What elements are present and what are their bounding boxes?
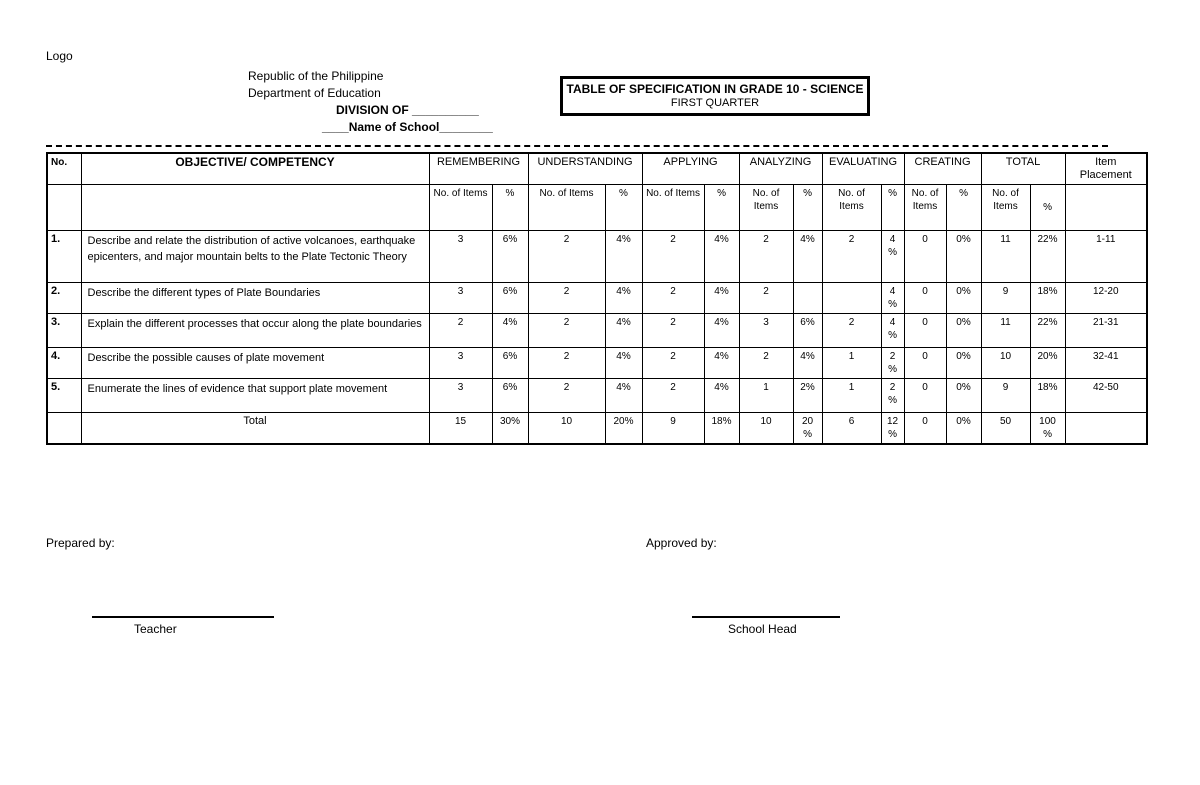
objective-cell: Describe the different types of Plate Boundaries bbox=[81, 283, 429, 314]
value-cell: 9 bbox=[981, 283, 1030, 314]
value-cell: 20% bbox=[1030, 348, 1065, 379]
header-row-levels bbox=[47, 153, 1147, 185]
total-value-cell: 12 % bbox=[881, 413, 904, 445]
level-header-creating: CREATING bbox=[904, 153, 981, 185]
sub-items-header: No. of Items bbox=[528, 185, 605, 231]
value-cell: 2 bbox=[528, 231, 605, 283]
value-cell: 4% bbox=[605, 348, 642, 379]
value-cell: 11 bbox=[981, 231, 1030, 283]
value-cell: 22% bbox=[1030, 231, 1065, 283]
value-cell: 18% bbox=[1030, 379, 1065, 413]
sub-items-header: No. of Items bbox=[904, 185, 946, 231]
value-cell: 0% bbox=[946, 314, 981, 348]
value-cell: 1 bbox=[822, 379, 881, 413]
item-placement-cell: 21-31 bbox=[1065, 314, 1147, 348]
row-number: 1. bbox=[47, 231, 81, 283]
total-value-cell: 20% bbox=[605, 413, 642, 445]
total-value-cell: 18% bbox=[704, 413, 739, 445]
value-cell: 2 bbox=[429, 314, 492, 348]
value-cell: 3 bbox=[429, 348, 492, 379]
value-cell: 2 bbox=[642, 231, 704, 283]
sub-pct-header: % bbox=[793, 185, 822, 231]
row-number: 3. bbox=[47, 314, 81, 348]
value-cell: 4% bbox=[704, 348, 739, 379]
level-header-evaluating: EVALUATING bbox=[822, 153, 904, 185]
value-cell: 2 bbox=[528, 314, 605, 348]
value-cell: 2 bbox=[642, 379, 704, 413]
sub-items-header: No. of Items bbox=[642, 185, 704, 231]
item-placement-header: Item Placement bbox=[1065, 153, 1147, 185]
table-row bbox=[47, 314, 1147, 348]
teacher-signature-line bbox=[92, 616, 274, 618]
value-cell: 2% bbox=[793, 379, 822, 413]
value-cell: 2 bbox=[642, 283, 704, 314]
approved-by-label: Approved by: bbox=[646, 536, 717, 550]
school-name-line: ____Name of School________ bbox=[322, 120, 493, 134]
value-cell: 4% bbox=[605, 231, 642, 283]
value-cell: 2 bbox=[528, 348, 605, 379]
title-box bbox=[560, 76, 870, 116]
total-value-cell: 15 bbox=[429, 413, 492, 445]
header-row-sub bbox=[47, 185, 1147, 231]
value-cell: 3 bbox=[429, 283, 492, 314]
table-row bbox=[47, 379, 1147, 413]
value-cell: 4% bbox=[704, 314, 739, 348]
division-line: DIVISION OF __________ bbox=[336, 103, 479, 117]
sub-items-header: No. of Items bbox=[981, 185, 1030, 231]
value-cell: 2 bbox=[822, 314, 881, 348]
logo-placeholder: Logo bbox=[46, 49, 73, 63]
empty-cell bbox=[81, 185, 429, 231]
sub-pct-header: % bbox=[881, 185, 904, 231]
item-placement-cell: 1-11 bbox=[1065, 231, 1147, 283]
value-cell: 3 bbox=[739, 314, 793, 348]
table-row bbox=[47, 231, 1147, 283]
value-cell: 11 bbox=[981, 314, 1030, 348]
value-cell: 0 bbox=[904, 348, 946, 379]
quarter-label: FIRST QUARTER bbox=[670, 97, 760, 109]
sub-items-header: No. of Items bbox=[822, 185, 881, 231]
value-cell: 0% bbox=[946, 283, 981, 314]
total-value-cell: 10 bbox=[528, 413, 605, 445]
total-value-cell: 50 bbox=[981, 413, 1030, 445]
value-cell: 6% bbox=[492, 348, 528, 379]
objective-cell: Explain the different processes that occur along the plate boundaries bbox=[81, 314, 429, 348]
col-no-header: No. bbox=[47, 153, 81, 185]
level-header-applying: APPLYING bbox=[642, 153, 739, 185]
total-value-cell: 0 bbox=[904, 413, 946, 445]
value-cell: 4% bbox=[605, 379, 642, 413]
total-label: Total bbox=[81, 413, 429, 445]
total-header: TOTAL bbox=[981, 153, 1065, 185]
value-cell: 4% bbox=[704, 231, 739, 283]
prepared-by-label: Prepared by: bbox=[46, 536, 115, 550]
specification-table bbox=[46, 152, 1148, 445]
table-row bbox=[47, 283, 1147, 314]
total-value-cell: 9 bbox=[642, 413, 704, 445]
value-cell: 4% bbox=[793, 231, 822, 283]
table-body bbox=[47, 231, 1147, 445]
value-cell: 1 bbox=[739, 379, 793, 413]
value-cell: 4% bbox=[704, 379, 739, 413]
value-cell: 2 bbox=[822, 231, 881, 283]
sub-pct-header: % bbox=[492, 185, 528, 231]
value-cell: 6% bbox=[793, 314, 822, 348]
dashed-divider bbox=[46, 145, 1108, 147]
sub-pct-header: % bbox=[605, 185, 642, 231]
value-cell: 4% bbox=[704, 283, 739, 314]
value-cell: 0% bbox=[946, 231, 981, 283]
value-cell: 18% bbox=[1030, 283, 1065, 314]
value-cell: 2 bbox=[739, 283, 793, 314]
row-number: 4. bbox=[47, 348, 81, 379]
republic-line: Republic of the Philippine bbox=[248, 69, 384, 83]
level-header-understanding: UNDERSTANDING bbox=[528, 153, 642, 185]
row-number: 5. bbox=[47, 379, 81, 413]
header-block bbox=[248, 68, 493, 136]
objective-cell: Enumerate the lines of evidence that support plate movement bbox=[81, 379, 429, 413]
value-cell: 0 bbox=[904, 314, 946, 348]
objective-cell: Describe the possible causes of plate movement bbox=[81, 348, 429, 379]
sub-pct-header: % bbox=[1030, 185, 1065, 231]
document-title: TABLE OF SPECIFICATION IN GRADE 10 - SCIENCE bbox=[566, 82, 864, 96]
total-value-cell: 20 % bbox=[793, 413, 822, 445]
teacher-label: Teacher bbox=[134, 622, 177, 636]
value-cell: 3 bbox=[429, 231, 492, 283]
value-cell: 4% bbox=[605, 283, 642, 314]
value-cell bbox=[822, 283, 881, 314]
value-cell bbox=[793, 283, 822, 314]
value-cell: 2 bbox=[528, 379, 605, 413]
department-line: Department of Education bbox=[248, 86, 381, 100]
value-cell: 6% bbox=[492, 379, 528, 413]
objective-cell: Describe and relate the distribution of active volcanoes, earthquake epicenters, and major mountain belts to the Plate Tectonic Theory bbox=[81, 231, 429, 283]
table-row bbox=[47, 348, 1147, 379]
value-cell: 9 bbox=[981, 379, 1030, 413]
value-cell: 4 % bbox=[881, 314, 904, 348]
value-cell: 2 % bbox=[881, 379, 904, 413]
value-cell: 0 bbox=[904, 379, 946, 413]
total-value-cell: 30% bbox=[492, 413, 528, 445]
value-cell: 2 % bbox=[881, 348, 904, 379]
value-cell: 2 bbox=[739, 231, 793, 283]
value-cell: 2 bbox=[642, 314, 704, 348]
empty-cell bbox=[47, 413, 81, 445]
row-number: 2. bbox=[47, 283, 81, 314]
total-value-cell: 6 bbox=[822, 413, 881, 445]
item-placement-cell: 42-50 bbox=[1065, 379, 1147, 413]
value-cell: 4% bbox=[492, 314, 528, 348]
sub-items-header: No. of Items bbox=[429, 185, 492, 231]
value-cell: 4 % bbox=[881, 231, 904, 283]
value-cell: 2 bbox=[642, 348, 704, 379]
value-cell: 22% bbox=[1030, 314, 1065, 348]
total-value-cell: 100 % bbox=[1030, 413, 1065, 445]
sub-pct-header: % bbox=[946, 185, 981, 231]
item-placement-cell: 32-41 bbox=[1065, 348, 1147, 379]
total-placement-cell bbox=[1065, 413, 1147, 445]
col-objective-header: OBJECTIVE/ COMPETENCY bbox=[81, 153, 429, 185]
value-cell: 2 bbox=[528, 283, 605, 314]
value-cell: 4% bbox=[605, 314, 642, 348]
school-head-signature-line bbox=[692, 616, 840, 618]
value-cell: 4 % bbox=[881, 283, 904, 314]
value-cell: 2 bbox=[739, 348, 793, 379]
total-value-cell: 0% bbox=[946, 413, 981, 445]
item-placement-cell: 12-20 bbox=[1065, 283, 1147, 314]
sub-pct-header: % bbox=[704, 185, 739, 231]
level-header-analyzing: ANALYZING bbox=[739, 153, 822, 185]
value-cell: 6% bbox=[492, 283, 528, 314]
value-cell: 6% bbox=[492, 231, 528, 283]
total-value-cell: 10 bbox=[739, 413, 793, 445]
value-cell: 1 bbox=[822, 348, 881, 379]
level-header-remembering: REMEMBERING bbox=[429, 153, 528, 185]
value-cell: 0 bbox=[904, 231, 946, 283]
value-cell: 0% bbox=[946, 379, 981, 413]
sub-items-header: No. of Items bbox=[739, 185, 793, 231]
value-cell: 3 bbox=[429, 379, 492, 413]
empty-cell bbox=[47, 185, 81, 231]
value-cell: 0% bbox=[946, 348, 981, 379]
value-cell: 4% bbox=[793, 348, 822, 379]
value-cell: 0 bbox=[904, 283, 946, 314]
school-head-label: School Head bbox=[728, 622, 797, 636]
empty-cell bbox=[1065, 185, 1147, 231]
total-row bbox=[47, 413, 1147, 445]
value-cell: 10 bbox=[981, 348, 1030, 379]
